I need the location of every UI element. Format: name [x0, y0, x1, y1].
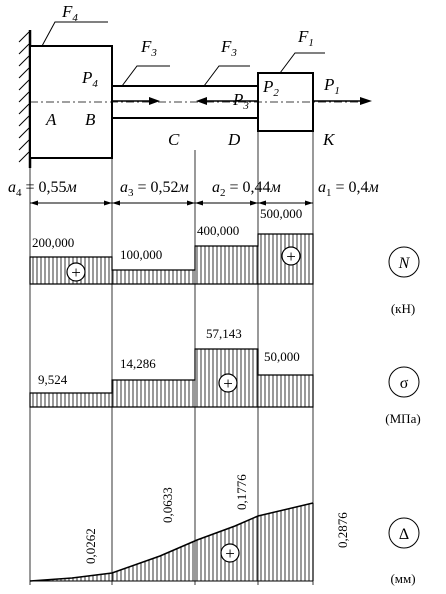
value-N-4: 500,000 — [260, 206, 303, 221]
svg-text:+: + — [225, 544, 235, 563]
plus-sign-N1 — [67, 263, 85, 282]
svg-text:+: + — [223, 374, 233, 393]
wall-support — [19, 30, 30, 168]
label-F3-right: $F_3$ — [221, 37, 237, 59]
dimension-line — [30, 201, 313, 206]
value-sigma-1: 9,524 — [38, 372, 68, 387]
length-labels — [8, 179, 379, 199]
svg-text:+: + — [71, 263, 81, 282]
value-sigma-3: 57,143 — [206, 326, 242, 341]
length-a1: $a_1 = 0,4м$ — [318, 179, 379, 199]
length-a4: $a_4 = 0,55м$ — [8, 179, 77, 199]
plus-sign-N2 — [282, 247, 300, 266]
point-D: D — [228, 130, 241, 149]
label-F3-left: $F_3$ — [141, 37, 157, 59]
diagram-sigma — [30, 326, 421, 426]
point-K: K — [323, 130, 335, 149]
value-sigma-4: 50,000 — [264, 349, 300, 364]
value-delta-3: 0,1776 — [234, 474, 249, 510]
label-P4: $P_4$ — [82, 68, 98, 90]
point-A: A — [46, 110, 57, 129]
point-B: B — [85, 110, 96, 129]
plus-sign-delta — [221, 544, 239, 563]
value-N-1: 200,000 — [32, 235, 75, 250]
value-N-2: 100,000 — [120, 247, 163, 262]
point-C: C — [168, 130, 180, 149]
label-F4: $F_4$ — [62, 2, 78, 24]
unit-sigma: (МПа) — [385, 411, 421, 426]
length-a3: $a_3 = 0,52м$ — [120, 179, 189, 199]
symbol-delta: Δ — [398, 526, 410, 543]
diagram-delta — [30, 474, 419, 586]
symbol-sigma: σ — [399, 375, 409, 392]
value-N-3: 400,000 — [197, 223, 240, 238]
value-delta-4: 0,2876 — [335, 512, 350, 548]
label-F1: $F_1$ — [298, 27, 314, 49]
diagram-N — [30, 206, 419, 316]
beam — [30, 46, 360, 158]
label-P1: $P_1$ — [324, 75, 340, 97]
value-sigma-2: 14,286 — [120, 356, 156, 371]
plus-sign-sigma — [219, 374, 237, 393]
value-delta-2: 0,0633 — [160, 487, 175, 523]
unit-delta: (мм) — [390, 571, 416, 586]
svg-text:+: + — [286, 247, 296, 266]
value-delta-1: 0,0262 — [83, 528, 98, 564]
symbol-N: N — [398, 255, 410, 272]
label-P3: $P_3$ — [233, 90, 249, 112]
label-P2: $P_2$ — [263, 77, 279, 99]
unit-N: (кН) — [390, 301, 416, 316]
length-a2: $a_2 = 0,44м$ — [212, 179, 281, 199]
